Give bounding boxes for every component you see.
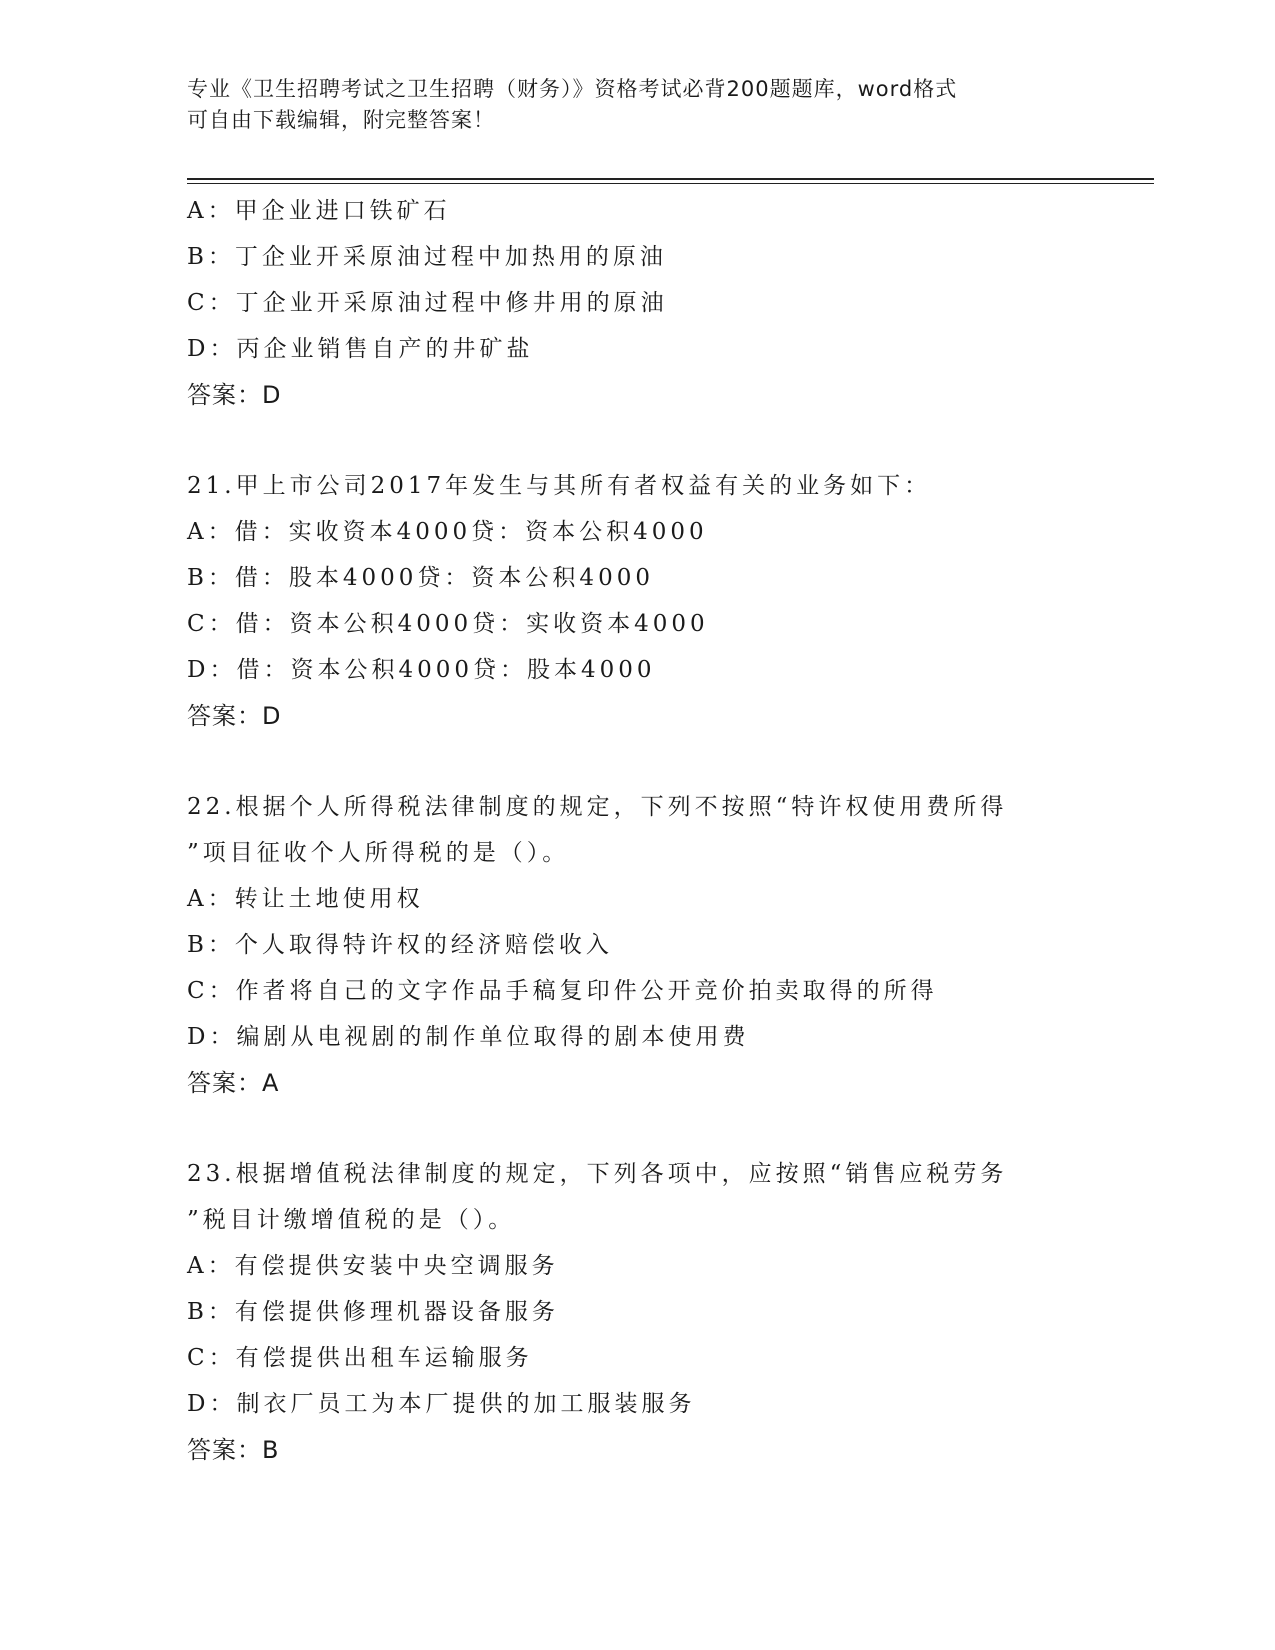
header-rule-thick [187, 178, 1154, 180]
question-text: 21.甲上市公司2017年发生与其所有者权益有关的业务如下： [187, 473, 932, 499]
option-c: C：丁企业开采原油过程中修井用的原油 [187, 290, 668, 316]
question-text-cont: ”税目计缴增值税的是（）。 [187, 1207, 516, 1233]
question-list [187, 188, 1147, 1473]
option-a: A：甲企业进口铁矿石 [187, 198, 451, 224]
option-b: B：借：股本4000贷：资本公积4000 [187, 565, 654, 591]
option-a: A：有偿提供安装中央空调服务 [187, 1253, 559, 1279]
option-b: B：丁企业开采原油过程中加热用的原油 [187, 244, 667, 270]
question-block-21 [187, 463, 1147, 739]
answer-line: 答案：B [187, 1436, 280, 1464]
header-rule-thin [187, 183, 1154, 184]
option-b: B：个人取得特许权的经济赔偿收入 [187, 932, 613, 958]
option-c: C：有偿提供出租车运输服务 [187, 1345, 533, 1371]
option-b: B：有偿提供修理机器设备服务 [187, 1299, 559, 1325]
option-d: D：丙企业销售自产的井矿盐 [187, 336, 534, 362]
option-a: A：转让土地使用权 [187, 886, 424, 912]
option-c: C：作者将自己的文字作品手稿复印件公开竞价拍卖取得的所得 [187, 978, 938, 1004]
document-header [187, 74, 1087, 136]
option-d: D：借：资本公积4000贷：股本4000 [187, 657, 656, 683]
answer-line: 答案：D [187, 702, 282, 730]
question-text: 22.根据个人所得税法律制度的规定，下列不按照“特许权使用费所得 [187, 794, 1008, 820]
question-block-20 [187, 188, 1147, 418]
option-d: D：编剧从电视剧的制作单位取得的剧本使用费 [187, 1024, 750, 1050]
header-line-1: 专业《卫生招聘考试之卫生招聘（财务）》资格考试必背200题题库，word格式 [187, 77, 958, 101]
option-a: A：借：实收资本4000贷：资本公积4000 [187, 519, 708, 545]
answer-line: 答案：D [187, 381, 282, 409]
header-line-2: 可自由下载编辑，附完整答案！ [187, 108, 495, 132]
answer-line: 答案：A [187, 1069, 280, 1097]
option-c: C：借：资本公积4000贷：实收资本4000 [187, 611, 709, 637]
question-text-cont: ”项目征收个人所得税的是（）。 [187, 840, 570, 866]
option-d: D：制衣厂员工为本厂提供的加工服装服务 [187, 1391, 696, 1417]
question-text: 23.根据增值税法律制度的规定，下列各项中，应按照“销售应税劳务 [187, 1161, 1008, 1187]
question-block-22 [187, 784, 1147, 1106]
question-block-23 [187, 1151, 1147, 1473]
